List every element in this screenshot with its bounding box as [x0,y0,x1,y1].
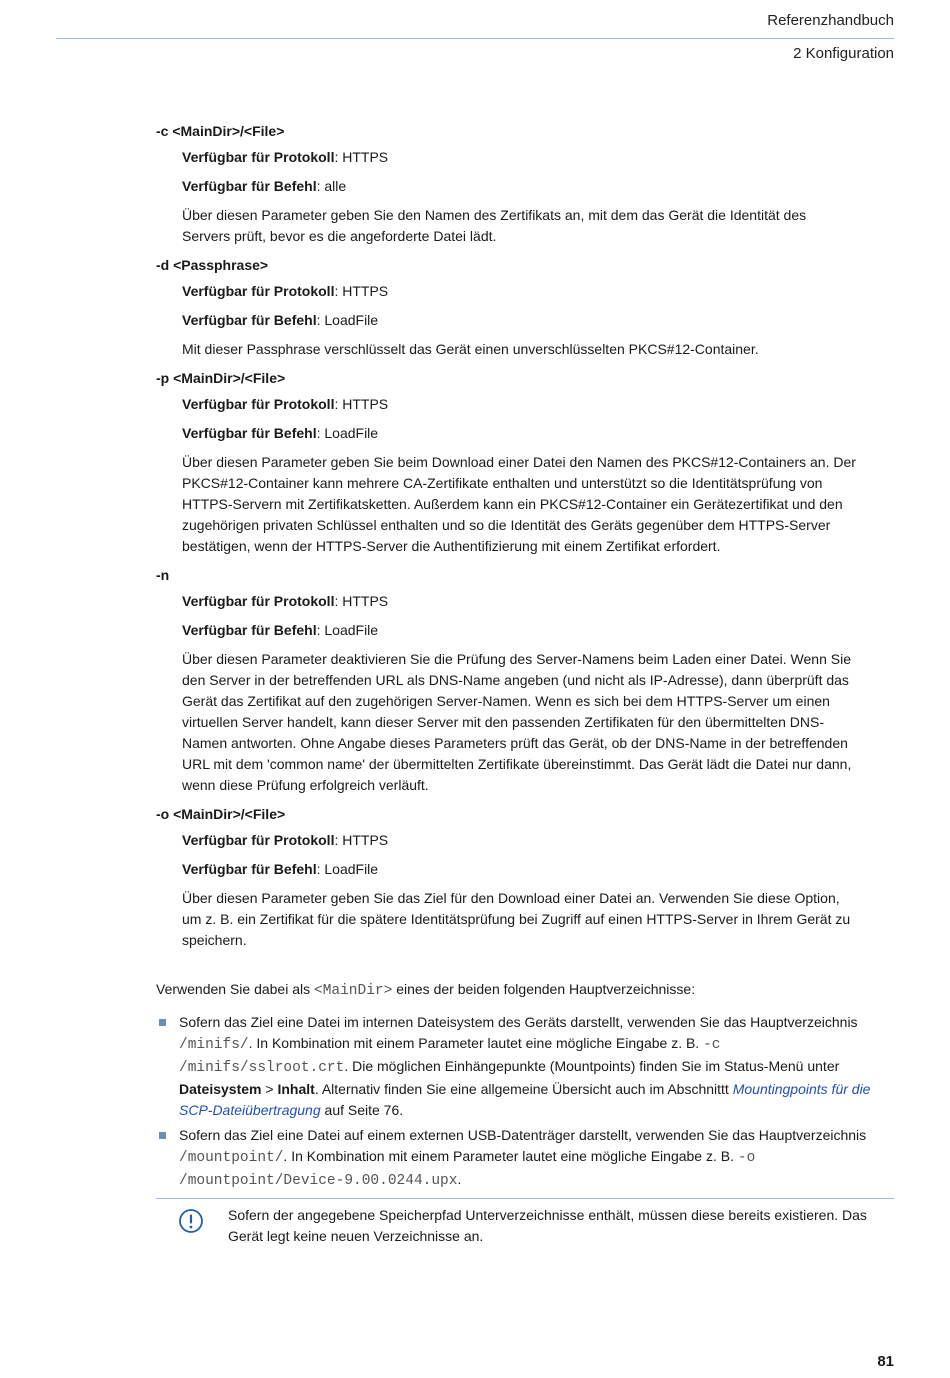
note-box [156,1198,894,1247]
param-name: -o <MainDir>/<File> [156,806,286,822]
param-description: Über diesen Parameter geben Sie das Ziel für den Download einer Datei an. Verwenden Sie diese Option, um z. B. ein Zertifikat für die spätere Identitätsprüfung bei Zugriff auf einen HTTPS-Server in Ihrem Gerät zu speichern. [182,890,851,948]
command-value: LoadFile [324,622,379,638]
main-content [156,121,871,1247]
text: . In Kombination mit einem Parameter lautet eine mögliche Eingabe z. B. [283,1148,738,1164]
protocol-label: Verfügbar für Protokoll [182,283,335,299]
protocol-label: Verfügbar für Protokoll [182,593,335,609]
intro-paragraph [156,979,856,1002]
text: Sofern das Ziel eine Datei auf einem externen USB-Datenträger darstellt, verwenden Sie das Hauptverzeichnis [179,1127,867,1143]
protocol-label: Verfügbar für Protokoll [182,396,335,412]
protocol-value: HTTPS [342,149,389,165]
main-dir-list [156,1012,894,1192]
command-value: LoadFile [324,425,379,441]
header-divider [56,38,894,39]
menu-path-separator: > [261,1081,278,1097]
info-exclamation-icon [178,1208,204,1234]
text: auf Seite 76. [320,1102,404,1118]
text: . Alternativ finden Sie eine allgemeine Übersicht auch im Abschnittt [314,1081,733,1097]
param-description: Über diesen Parameter deaktivieren Sie die Prüfung des Server-Namens beim Laden einer Datei. Wenn Sie den Server in der betreffenden URL als DNS-Name angeben (und nicht als IP-Adresse), dann überprüft das Gerät das Zertifikat auf den zugehörigen Server-Namen. Wenn es sich bei dem HTTPS-Server um einen virtuellen Server handelt, kann dieser Server mit den passenden Zertifikaten für den übermittelten DNS-Namen antworten. Ohne Angabe dieses Parameters prüft das Gerät, ob der DNS-Name in der betreffenden URL mit dem 'common name' der übermittelten Zertifikate übereinstimmt. Das Gerät lädt die Datei nur dann, wenn diese Prüfung erfolgreich verläuft. [182,651,852,793]
code-inline: -o /mountpoint/Device-9.00.0244.upx [179,1150,756,1189]
param-description: Mit dieser Passphrase verschlüsselt das Gerät einen unverschlüsselten PKCS#12-Container. [182,341,759,357]
code-inline: -c /minifs/sslroot.crt [179,1037,721,1076]
param-name: -n [156,567,170,583]
code-inline: /minifs/ [179,1037,249,1053]
text: . Die möglichen Einhängepunkte (Mountpoints) finden Sie im Status-Menü unter [344,1058,840,1074]
param-d: -d <Passphrase> Verfügbar für Protokoll: HTTPS Verfügbar für Befehl: LoadFile Mit dieser Passphrase verschlüsselt das Gerät einen unverschlüsselten PKCS#12-Container. [156,255,856,360]
note-text: Sofern der angegebene Speicherpfad Unterverzeichnisse enthält, müssen diese bereits existieren. Das Gerät legt keine neuen Verzeichnisse an. [228,1207,867,1244]
param-n: -n Verfügbar für Protokoll: HTTPS Verfügbar für Befehl: LoadFile Über diesen Parameter deaktivieren Sie die Prüfung des Server-Namens beim Laden einer Datei. Wenn Sie den Server in der betreffenden URL als DNS-Name angeben (und nicht als IP-Adresse), dann überprüft das Gerät das Zertifikat auf den zugehörigen Server-Namen. Wenn es sich bei dem HTTPS-Server um einen virtuellen Server handelt, kann dieser Server mit den passenden Zertifikaten für den übermittelten DNS-Namen antworten. Ohne Angabe dieses Parameters prüft das Gerät, ob der DNS-Name in der betreffenden URL mit dem 'common name' der übermittelten Zertifikate übereinstimmt. Das Gerät lädt die Datei nur dann, wenn diese Prüfung erfolgreich verläuft. [156,565,856,796]
param-name: -c <MainDir>/<File> [156,123,285,139]
command-label: Verfügbar für Befehl [182,425,317,441]
protocol-value: HTTPS [342,283,389,299]
protocol-value: HTTPS [342,593,389,609]
menu-path-inhalt: Inhalt [277,1081,315,1097]
param-c: -c <MainDir>/<File> Verfügbar für Protokoll: HTTPS Verfügbar für Befehl: alle Über diesen Parameter geben Sie den Namen des Zertifikats an, mit dem das Gerät die Identität des Servers prüft, bevor es die angeforderte Datei lädt. [156,121,856,247]
protocol-label: Verfügbar für Protokoll [182,832,335,848]
command-label: Verfügbar für Befehl [182,861,317,877]
list-item [156,1012,894,1121]
protocol-label: Verfügbar für Protokoll [182,149,335,165]
intro-text: eines der beiden folgenden Hauptverzeichnisse: [392,981,696,997]
param-name: -d <Passphrase> [156,257,269,273]
intro-code: <MainDir> [314,983,393,999]
command-value: LoadFile [324,861,379,877]
mountingpoints-link[interactable]: Mountingpoints für die SCP-Dateiübertragung [179,1081,871,1118]
bullet-square-icon [159,1019,166,1026]
intro-text: Verwenden Sie dabei als [156,981,314,997]
code-inline: /mountpoint/ [179,1150,284,1166]
menu-path-dateisystem: Dateisystem [179,1081,262,1097]
command-label: Verfügbar für Befehl [182,622,317,638]
param-p: -p <MainDir>/<File> Verfügbar für Protokoll: HTTPS Verfügbar für Befehl: LoadFile Über diesen Parameter geben Sie beim Download einer Datei den Namen des PKCS#12-Containers an. Der PKCS#12-Container kann mehrere CA-Zertifikate enthalten und unterstützt so die Identitätsprüfung von HTTPS-Servern mit Zertifikatsketten. Außerdem kann ein PKCS#12-Container ein Gerätezertifikat und den zugehörigen privaten Schlüssel enthalten und so die Identität des Geräts gegenüber dem HTTPS-Server bestätigen, wenn der HTTPS-Server die Authentifizierung mit einem Zertifikat erfordert. [156,368,856,557]
text: . In Kombination mit einem Parameter lautet eine mögliche Eingabe z. B. [248,1035,704,1051]
command-label: Verfügbar für Befehl [182,178,317,194]
page-number: 81 [877,1353,894,1370]
protocol-value: HTTPS [342,832,389,848]
header-title: Referenzhandbuch [767,12,894,29]
param-description: Über diesen Parameter geben Sie beim Download einer Datei den Namen des PKCS#12-Containers an. Der PKCS#12-Container kann mehrere CA-Zertifikate enthalten und unterstützt so die Identitätsprüfung von HTTPS-Servern mit Zertifikatsketten. Außerdem kann ein PKCS#12-Container ein Gerätezertifikat und den zugehörigen privaten Schlüssel enthalten und so die Identität des Geräts gegenüber dem HTTPS-Server bestätigen, wenn der HTTPS-Server die Authentifizierung mit einem Zertifikat erfordert. [182,454,856,554]
command-value: alle [324,178,347,194]
param-name: -p <MainDir>/<File> [156,370,286,386]
param-o: -o <MainDir>/<File> Verfügbar für Protokoll: HTTPS Verfügbar für Befehl: LoadFile Über diesen Parameter geben Sie das Ziel für den Download einer Datei an. Verwenden Sie diese Option, um z. B. ein Zertifikat für die spätere Identitätsprüfung bei Zugriff auf einen HTTPS-Server in Ihrem Gerät zu speichern. [156,804,856,951]
text: Sofern das Ziel eine Datei im internen Dateisystem des Geräts darstellt, verwenden Sie das Hauptverzeichnis [179,1014,858,1030]
text: . [457,1171,462,1187]
command-label: Verfügbar für Befehl [182,312,317,328]
header-chapter: 2 Konfiguration [793,45,894,62]
command-value: LoadFile [324,312,379,328]
bullet-square-icon [159,1132,166,1139]
protocol-value: HTTPS [342,396,389,412]
param-description: Über diesen Parameter geben Sie den Namen des Zertifikats an, mit dem das Gerät die Identität des Servers prüft, bevor es die angeforderte Datei lädt. [182,207,807,244]
list-item [156,1125,894,1192]
